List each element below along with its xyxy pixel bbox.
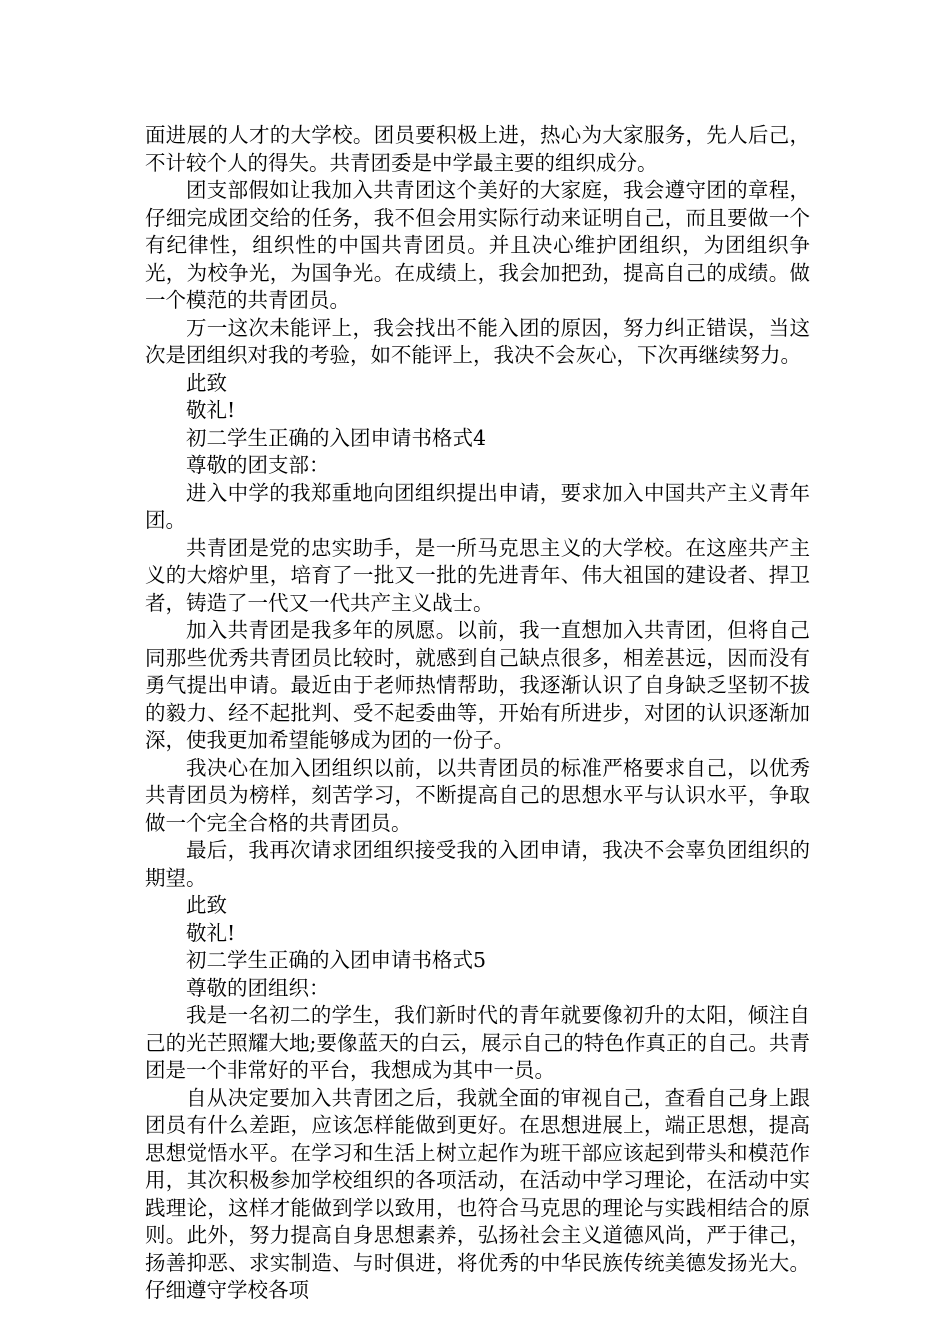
paragraph: 加入共青团是我多年的夙愿。以前，我一直想加入共青团，但将自己同那些优秀共青团员比较时，就感到自己缺点很多，相差甚远，因而没有勇气提出申请。最近由于老师热情帮助，我逐渐认识了自身缺乏坚韧不拔的毅力、经不起批判、受不起委曲等，开始有所进步，对团的认识逐渐加深，使我更加希望能够成为团的一份子。 [145,618,810,752]
paragraph: 自从决定要加入共青团之后，我就全面的审视自己，查看自己身上跟团员有什么差距，应该怎样能做到更好。在思想进展上，端正思想，提高思想觉悟水平。在学习和生活上树立起作为班干部应该起到带头和模范作用，其次积极参加学校组织的各项活动，在活动中学习理论，在活动中实践理论，这样才能做到学以致用，也符合马克思的理论与实践相结合的原则。此外，努力提高自身思想素养，弘扬社会主义道德风尚，严于律己，扬善抑恶、求实制造、与时俱进，将优秀的中华民族传统美德发扬光大。仔细遵守学校各项 [145,1085,810,1302]
paragraph: 我决心在加入团组织以前，以共青团员的标准严格要求自己，以优秀共青团员为榜样，刻苦学习，不断提高自己的思想水平与认识水平，争取做一个完全合格的共青团员。 [145,755,810,835]
closing-salutation: 此致 [186,893,227,917]
closing-regards: 敬礼! [186,398,236,422]
closing-salutation: 此致 [186,370,227,395]
section-heading: 初二学生正确的入团申请书格式5 [186,948,487,972]
paragraph: 面进展的人才的大学校。团员要积极上进，热心为大家服务，先人后己，不计较个人的得失。共青团委是中学最主要的组织成分。 [145,123,810,175]
paragraph: 最后，我再次请求团组织接受我的入团申请，我决不会辜负团组织的期望。 [145,838,810,890]
document-page [145,122,810,1305]
paragraph: 进入中学的我郑重地向团组织提出申请，要求加入中国共产主义青年团。 [145,480,810,532]
paragraph: 共青团是党的忠实助手，是一所马克思主义的大学校。在这座共产主义的大熔炉里，培育了一批又一批的先进青年、伟大祖国的建设者、捍卫者，铸造了一代又一代共产主义战士。 [145,535,810,615]
paragraph: 我是一名初二的学生，我们新时代的青年就要像初升的太阳，倾注自己的光芒照耀大地;要像蓝天的白云，展示自己的特色作真正的自己。共青团是一个非常好的平台，我想成为其中一员。 [145,1003,810,1082]
paragraph: 团支部假如让我加入共青团这个美好的大家庭，我会遵守团的章程，仔细完成团交给的任务，我不但会用实际行动来证明自己，而且要做一个有纪律性，组织性的中国共青团员。并且决心维护团组织，为团组织争光，为校争光，为国争光。在成绩上，我会加把劲，提高自己的成绩。做一个模范的共青团员。 [145,178,810,312]
greeting: 尊敬的团支部： [186,453,330,477]
closing-regards: 敬礼! [186,920,236,945]
section-heading: 初二学生正确的入团申请书格式4 [186,425,487,450]
paragraph: 万一这次未能评上，我会找出不能入团的原因，努力纠正错误，当这次是团组织对我的考验，如不能评上，我决不会灰心，下次再继续努力。 [145,315,810,367]
greeting: 尊敬的团组织： [186,975,330,1000]
